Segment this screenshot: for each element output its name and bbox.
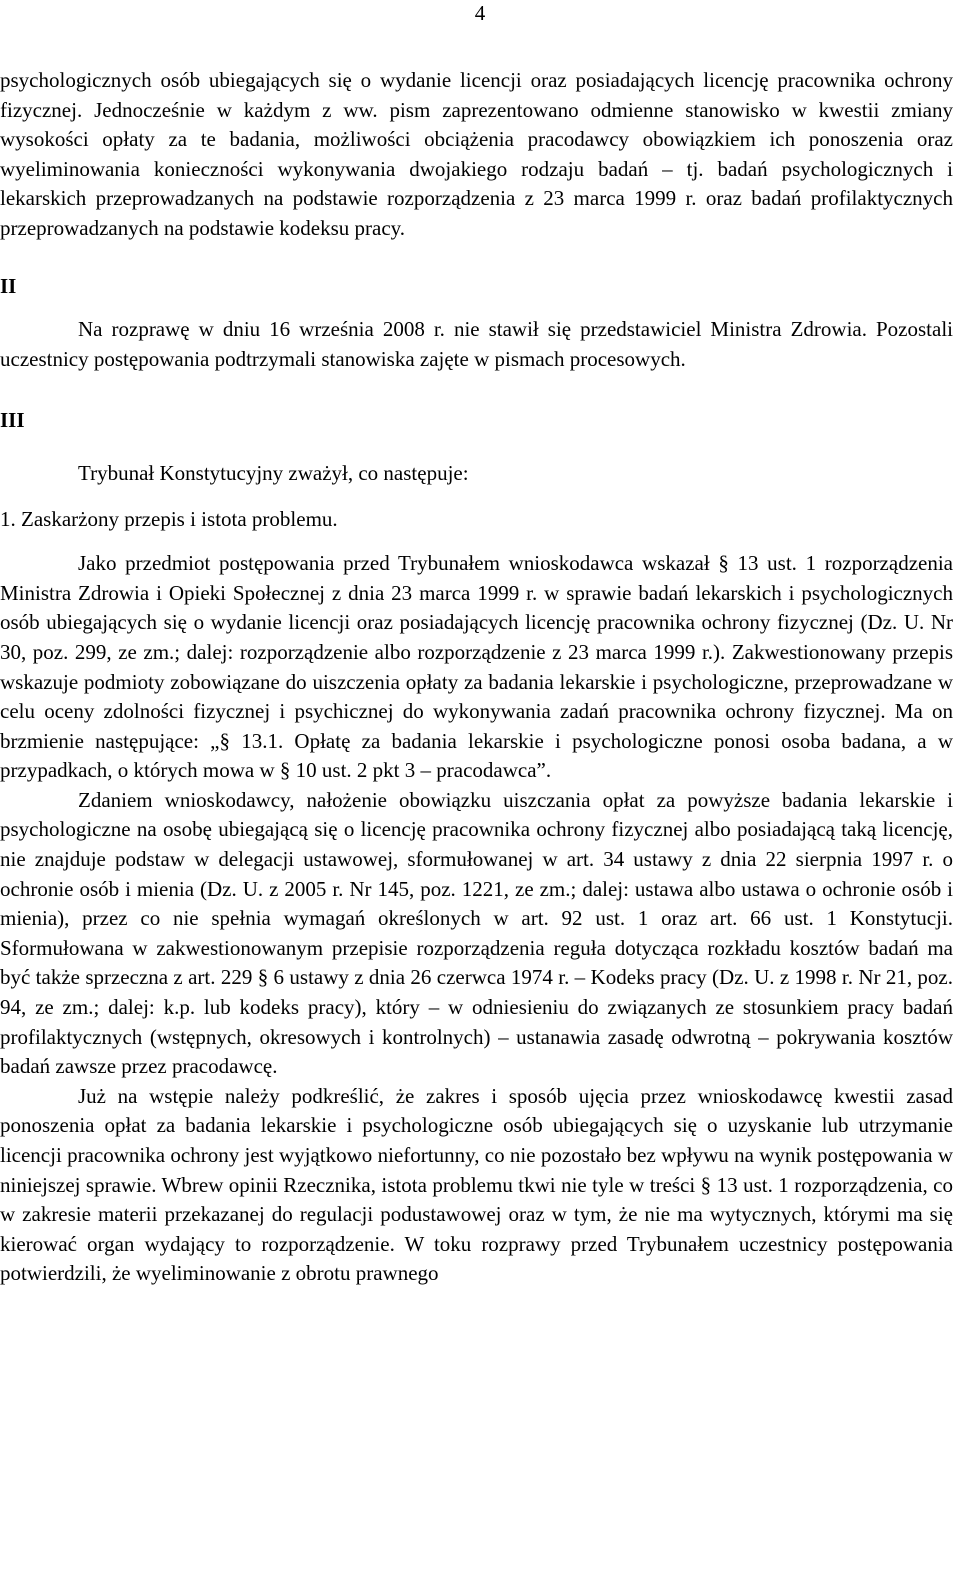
paragraph-subject: Jako przedmiot postępowania przed Trybunałem wnioskodawca wskazał § 13 ust. 1 rozporządzenia Ministra Zdrowia i Opieki Społecznej z dnia 23 marca 1999 r. w sprawie badań lekarskich i psychologicznych osób ubiegających się o wydanie licencji oraz posiadających licencję pracownika ochrony fizycznej (Dz. U. Nr 30, poz. 299, ze zm.; dalej: rozporządzenie albo rozporządzenie z 23 marca 1999 r.). Zakwestionowany przepis wskazuje podmioty zobowiązane do uiszczenia opłaty za badania lekarskie i psychologiczne, przeprowadzane w celu oceny zdolności fizycznej i psychicznej do wykonywania zadań pracownika ochrony fizycznej. Ma on brzmienie następujące: „§ 13.1. Opłatę za badania lekarskie i psychologiczne ponosi osoba badana, a w przypadkach, o których mowa w § 10 ust. 2 pkt 3 – pracodawca”. [0, 551, 953, 783]
paragraph-applicant-view: Zdaniem wnioskodawcy, nałożenie obowiązku uiszczania opłat za powyższe badania lekarskie i psychologiczne na osobę ubiegającą się o licencję pracownika ochrony fizycznej albo posiadającą taką licencję, nie znajduje podstaw w delegacji ustawowej, sformułowanej w art. 34 ustawy z dnia 22 sierpnia 1997 r. o ochronie osób i mienia (Dz. U. z 2005 r. Nr 145, poz. 1221, ze zm.; dalej: ustawa albo ustawa o ochronie osób i mienia), przez co nie spełnia wymagań określonych w art. 92 ust. 1 oraz art. 66 ust. 1 Konstytucji. Sformułowana w zakwestionowanym przepisie rozporządzenia reguła dotycząca rozkładu kosztów badań ma być także sprzeczna z art. 229 § 6 ustawy z dnia 26 czerwca 1974 r. – Kodeks pracy (Dz. U. z 1998 r. Nr 21, poz. 94, ze zm.; dalej: k.p. lub kodeks pracy), który – w odniesieniu do związanych ze stosunkiem pracy badań profilaktycznych (wstępnych, okresowych i kontrolnych) – ustanawia zasadę odwrotną – pokrywania kosztów badań zawsze przez pracodawcę. [0, 787, 953, 1079]
paragraph-tribunal-considered: Trybunał Konstytucyjny zważył, co następuje: [78, 460, 469, 485]
document-body [0, 66, 953, 1289]
paragraph-hearing: Na rozprawę w dniu 16 września 2008 r. nie stawił się przedstawiciel Ministra Zdrowia. Pozostali uczestnicy postępowania podtrzymali stanowiska zajęte w pismach procesowych. [0, 317, 953, 371]
subsection-title: 1. Zaskarżony przepis i istota problemu. [0, 506, 338, 531]
paragraph-assessment: Już na wstępie należy podkreślić, że zakres i sposób ujęcia przez wnioskodawcę kwestii zasad ponoszenia opłat za badania lekarskie i psychologiczne osób ubiegających się o uzyskanie lub utrzymanie licencji pracownika ochrony jest wyjątkowo niefortunny, co nie pozostało bez wpływu na wynik postępowania w niniejszej sprawie. Wbrew opinii Rzecznika, istota problemu tkwi nie tyle w treści § 13 ust. 1 rozporządzenia, co w zakresie materii przekazanej do regulacji podustawowej oraz w tym, że nie ma wytycznych, którymi ma się kierować organ wydający to rozporządzenie. W toku rozprawy przed Trybunałem uczestnicy postępowania potwierdzili, że wyeliminowanie z obrotu prawnego [0, 1083, 953, 1286]
page-number: 4 [474, 1, 486, 25]
paragraph-continuation: psychologicznych osób ubiegających się o wydanie licencji oraz posiadających licencję pracownika ochrony fizycznej. Jednocześnie w każdym z ww. pism zaprezentowano odmienne stanowisko w kwestii zmiany wysokości opłaty za te badania, możliwości obciążenia pracodawcy obowiązkiem ich ponoszenia oraz wyeliminowania konieczności wykonywania dwojakiego rodzaju badań – tj. badań psychologicznych i lekarskich przeprowadzanych na podstawie rozporządzenia z 23 marca 1999 r. oraz badań profilaktycznych przeprowadzanych na podstawie kodeksu pracy. [0, 68, 953, 240]
section-heading-ii: II [0, 273, 17, 298]
section-heading-iii: III [0, 408, 25, 433]
